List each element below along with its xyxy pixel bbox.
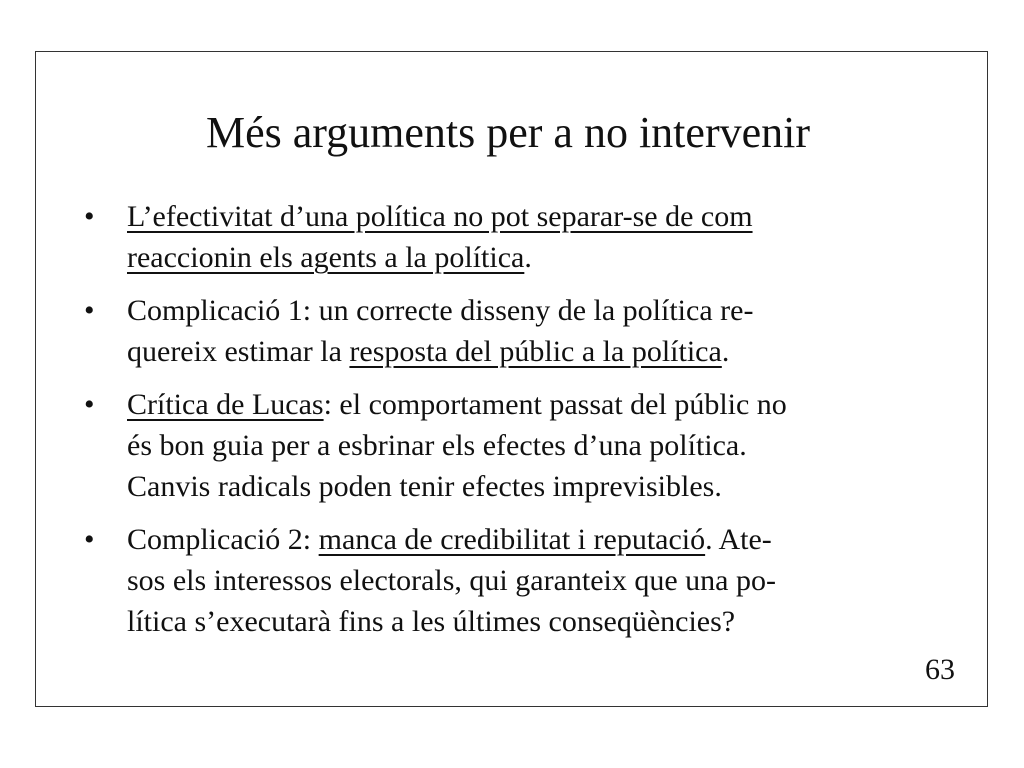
bullet-text: sos els interessos electorals, qui garanteix que una po- [127, 564, 776, 597]
bullet-text: Canvis radicals poden tenir efectes imprevisibles. [127, 470, 722, 503]
bullet-icon: • [84, 200, 95, 233]
bullet-icon: • [84, 523, 95, 556]
bullet-icon: • [84, 294, 95, 327]
bullet-item [84, 290, 954, 372]
bullet-item [84, 519, 954, 642]
bullet-text: Complicació 1: un correcte disseny de la política re- [127, 294, 754, 327]
bullet-text: Complicació 2: [127, 523, 319, 556]
bullet-text: quereix estimar la [127, 335, 350, 368]
bullet-list [84, 196, 954, 654]
bullet-item [84, 384, 954, 507]
slide-title: Més arguments per a no intervenir [205, 108, 810, 157]
bullet-text-underlined: L’efectivitat d’una política no pot separar-se de com [127, 200, 753, 233]
page-number: 63 [925, 653, 955, 686]
bullet-text: és bon guia per a esbrinar els efectes d’una política. [127, 429, 747, 462]
bullet-text-underlined: resposta del públic a la política [349, 335, 722, 368]
bullet-text-underlined: manca de credibilitat i reputació [318, 523, 706, 556]
bullet-text: . [721, 335, 730, 368]
bullet-text-underlined: reaccionin els agents a la política [127, 241, 525, 274]
bullet-icon: • [84, 388, 95, 421]
bullet-text: : el comportament passat del públic no [323, 388, 787, 421]
bullet-text: lítica s’executarà fins a les últimes conseqüències? [127, 605, 736, 638]
bullet-item [84, 196, 954, 278]
bullet-text: . [524, 241, 532, 274]
bullet-text-underlined: Crítica de Lucas [127, 388, 324, 421]
bullet-text: . Ate- [705, 523, 772, 556]
